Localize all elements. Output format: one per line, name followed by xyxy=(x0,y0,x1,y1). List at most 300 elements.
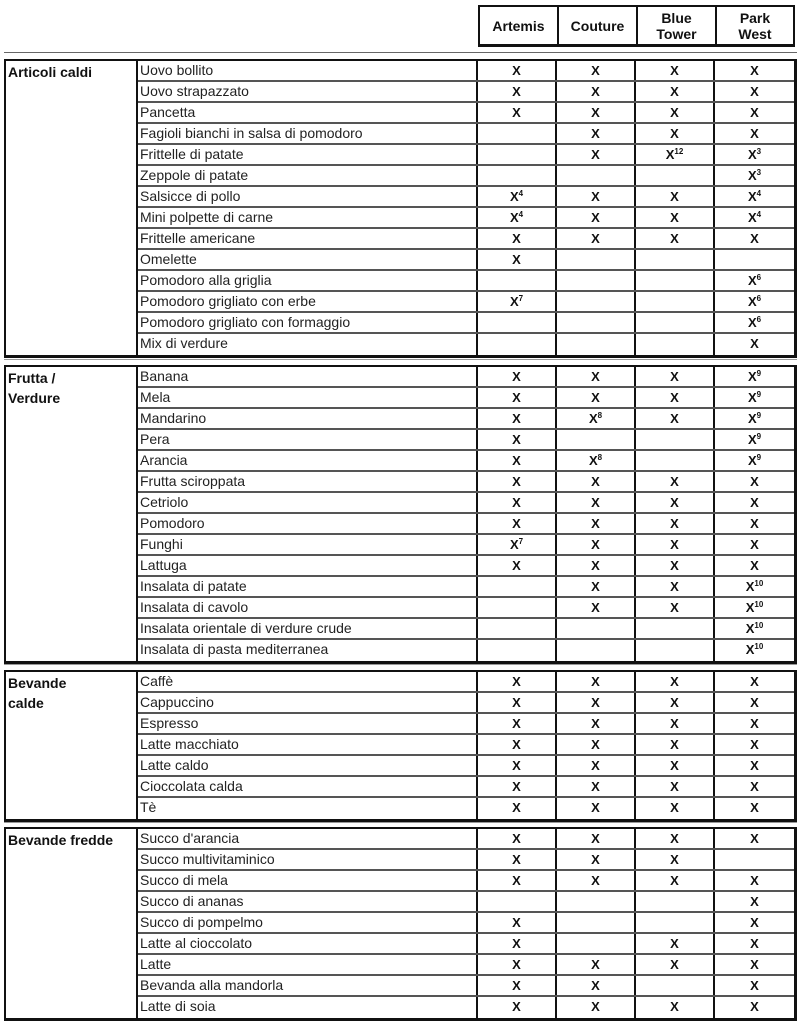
availability-mark: X xyxy=(670,390,679,405)
availability-cell-blue-tower xyxy=(636,598,715,617)
availability-mark: X xyxy=(670,695,679,710)
item-name: Frutta sciroppata xyxy=(138,472,478,491)
availability-cell-blue-tower xyxy=(636,714,715,733)
availability-cell-blue-tower xyxy=(636,103,715,122)
table-row xyxy=(138,208,794,229)
availability-mark: X xyxy=(747,147,757,162)
availability-cell-artemis xyxy=(478,976,557,995)
availability-mark: X xyxy=(750,873,759,888)
availability-cell-park-west xyxy=(715,367,794,386)
item-name: Insalata di cavolo xyxy=(138,598,478,617)
availability-mark: X xyxy=(670,105,679,120)
availability-mark: X xyxy=(745,579,755,594)
availability-mark: X xyxy=(591,716,600,731)
availability-mark: X xyxy=(512,411,521,426)
availability-mark: X xyxy=(670,189,679,204)
availability-cell-park-west xyxy=(715,166,794,185)
availability-mark: X xyxy=(750,231,759,246)
availability-mark: X xyxy=(750,800,759,815)
availability-cell-couture xyxy=(557,187,636,206)
table-row xyxy=(138,934,794,955)
availability-cell-blue-tower xyxy=(636,850,715,869)
availability-cell-park-west xyxy=(715,124,794,143)
item-name: Salsicce di pollo xyxy=(138,187,478,206)
availability-cell-park-west xyxy=(715,313,794,332)
availability-mark: X xyxy=(750,63,759,78)
availability-cell-artemis xyxy=(478,367,557,386)
table-row xyxy=(138,145,794,166)
availability-mark: X xyxy=(509,537,519,552)
availability-mark: X xyxy=(591,695,600,710)
availability-mark: X xyxy=(665,147,675,162)
availability-cell-park-west xyxy=(715,556,794,575)
availability-mark: X xyxy=(670,800,679,815)
availability-mark: X xyxy=(591,737,600,752)
availability-cell-couture xyxy=(557,672,636,691)
availability-cell-couture xyxy=(557,640,636,661)
availability-mark: X xyxy=(745,621,755,636)
availability-cell-artemis xyxy=(478,145,557,164)
availability-cell-park-west xyxy=(715,598,794,617)
availability-mark: X xyxy=(512,852,521,867)
availability-mark: X xyxy=(747,168,757,183)
availability-cell-park-west xyxy=(715,250,794,269)
availability-mark: X xyxy=(512,252,521,267)
availability-mark: X xyxy=(670,84,679,99)
table-row xyxy=(138,892,794,913)
availability-mark: X xyxy=(747,369,757,384)
availability-mark: X xyxy=(591,537,600,552)
availability-cell-park-west xyxy=(715,892,794,911)
availability-cell-park-west xyxy=(715,208,794,227)
availability-mark: X xyxy=(670,716,679,731)
availability-cell-artemis xyxy=(478,409,557,428)
availability-mark: X xyxy=(750,336,759,351)
availability-cell-park-west xyxy=(715,777,794,796)
availability-cell-artemis xyxy=(478,292,557,311)
availability-mark: X xyxy=(512,999,521,1014)
availability-mark: X xyxy=(670,600,679,615)
availability-cell-park-west xyxy=(715,829,794,848)
table-row xyxy=(138,777,794,798)
column-header-couture: Couture xyxy=(559,7,638,44)
availability-cell-blue-tower xyxy=(636,313,715,332)
availability-cell-blue-tower xyxy=(636,166,715,185)
table-row xyxy=(138,187,794,208)
availability-cell-artemis xyxy=(478,514,557,533)
availability-cell-artemis xyxy=(478,735,557,754)
availability-cell-blue-tower xyxy=(636,955,715,974)
availability-cell-artemis xyxy=(478,640,557,661)
availability-cell-artemis xyxy=(478,271,557,290)
item-name: Arancia xyxy=(138,451,478,470)
item-name: Zeppole di patate xyxy=(138,166,478,185)
item-rows xyxy=(138,829,794,1018)
item-name: Latte al cioccolato xyxy=(138,934,478,953)
availability-cell-couture xyxy=(557,451,636,470)
availability-mark: X xyxy=(591,474,600,489)
availability-cell-artemis xyxy=(478,798,557,819)
availability-cell-artemis xyxy=(478,997,557,1018)
availability-cell-blue-tower xyxy=(636,756,715,775)
table-row xyxy=(138,229,794,250)
availability-cell-park-west xyxy=(715,145,794,164)
item-name: Frittelle americane xyxy=(138,229,478,248)
availability-mark: X xyxy=(591,674,600,689)
availability-cell-couture xyxy=(557,61,636,80)
availability-mark: X xyxy=(747,189,757,204)
item-name: Mela xyxy=(138,388,478,407)
availability-mark: X xyxy=(512,390,521,405)
footnote-marker: 4 xyxy=(518,210,524,219)
availability-cell-blue-tower xyxy=(636,451,715,470)
item-name: Succo di ananas xyxy=(138,892,478,911)
availability-cell-blue-tower xyxy=(636,367,715,386)
availability-mark: X xyxy=(512,369,521,384)
table-row xyxy=(138,619,794,640)
column-header-park-west: Park West xyxy=(738,9,772,42)
availability-cell-blue-tower xyxy=(636,250,715,269)
category-label: Articoli caldi xyxy=(6,61,138,355)
availability-mark: X xyxy=(591,63,600,78)
availability-cell-park-west xyxy=(715,997,794,1018)
availability-cell-couture xyxy=(557,913,636,932)
availability-cell-artemis xyxy=(478,714,557,733)
availability-mark: X xyxy=(512,558,521,573)
table-row xyxy=(138,913,794,934)
item-name: Succo di pompelmo xyxy=(138,913,478,932)
availability-mark: X xyxy=(747,453,757,468)
availability-cell-park-west xyxy=(715,913,794,932)
availability-mark: X xyxy=(512,432,521,447)
availability-cell-park-west xyxy=(715,955,794,974)
availability-cell-blue-tower xyxy=(636,577,715,596)
availability-cell-park-west xyxy=(715,271,794,290)
availability-cell-couture xyxy=(557,472,636,491)
item-name: Pomodoro xyxy=(138,514,478,533)
availability-cell-artemis xyxy=(478,472,557,491)
availability-mark: X xyxy=(750,779,759,794)
item-name: Mandarino xyxy=(138,409,478,428)
availability-mark: X xyxy=(747,432,757,447)
table-row xyxy=(138,798,794,819)
availability-cell-couture xyxy=(557,976,636,995)
availability-mark: X xyxy=(750,495,759,510)
availability-cell-couture xyxy=(557,871,636,890)
availability-cell-park-west xyxy=(715,493,794,512)
footnote-marker: 4 xyxy=(756,189,762,198)
item-name: Insalata di patate xyxy=(138,577,478,596)
item-name: Insalata di pasta mediterranea xyxy=(138,640,478,661)
availability-cell-blue-tower xyxy=(636,976,715,995)
availability-cell-artemis xyxy=(478,388,557,407)
availability-mark: X xyxy=(509,189,519,204)
availability-cell-blue-tower xyxy=(636,82,715,101)
availability-cell-couture xyxy=(557,777,636,796)
table-row xyxy=(138,598,794,619)
item-name: Uovo strapazzato xyxy=(138,82,478,101)
section-bevande-fredde xyxy=(4,827,797,1021)
availability-cell-park-west xyxy=(715,229,794,248)
availability-cell-blue-tower xyxy=(636,409,715,428)
table-row xyxy=(138,693,794,714)
availability-cell-park-west xyxy=(715,735,794,754)
availability-cell-couture xyxy=(557,271,636,290)
table-row xyxy=(138,82,794,103)
table-row xyxy=(138,955,794,976)
availability-cell-blue-tower xyxy=(636,334,715,355)
availability-cell-park-west xyxy=(715,619,794,638)
availability-mark: X xyxy=(591,84,600,99)
availability-mark: X xyxy=(591,495,600,510)
footnote-marker: 10 xyxy=(754,642,764,651)
availability-cell-artemis xyxy=(478,693,557,712)
availability-mark: X xyxy=(750,695,759,710)
footnote-marker: 6 xyxy=(756,294,762,303)
availability-cell-couture xyxy=(557,714,636,733)
availability-cell-artemis xyxy=(478,913,557,932)
availability-mark: X xyxy=(750,716,759,731)
availability-cell-artemis xyxy=(478,672,557,691)
availability-mark: X xyxy=(512,474,521,489)
availability-cell-couture xyxy=(557,535,636,554)
footnote-marker: 9 xyxy=(756,453,762,462)
availability-mark: X xyxy=(512,978,521,993)
item-name: Succo d'arancia xyxy=(138,829,478,848)
availability-mark: X xyxy=(750,999,759,1014)
availability-cell-artemis xyxy=(478,777,557,796)
availability-cell-couture xyxy=(557,997,636,1018)
availability-cell-couture xyxy=(557,735,636,754)
item-rows xyxy=(138,672,794,819)
availability-cell-blue-tower xyxy=(636,693,715,712)
availability-cell-blue-tower xyxy=(636,798,715,819)
availability-mark: X xyxy=(512,231,521,246)
availability-cell-artemis xyxy=(478,61,557,80)
availability-cell-couture xyxy=(557,934,636,953)
availability-mark: X xyxy=(670,495,679,510)
availability-cell-couture xyxy=(557,514,636,533)
category-label: Bevande fredde xyxy=(6,829,138,1018)
availability-mark: X xyxy=(670,873,679,888)
availability-mark: X xyxy=(750,474,759,489)
availability-cell-couture xyxy=(557,430,636,449)
availability-mark: X xyxy=(670,957,679,972)
table-row xyxy=(138,271,794,292)
availability-mark: X xyxy=(509,210,519,225)
table-row xyxy=(138,535,794,556)
footnote-marker: 3 xyxy=(756,147,762,156)
availability-cell-artemis xyxy=(478,103,557,122)
availability-cell-artemis xyxy=(478,892,557,911)
item-name: Tè xyxy=(138,798,478,819)
availability-cell-blue-tower xyxy=(636,535,715,554)
availability-mark: X xyxy=(591,957,600,972)
availability-cell-park-west xyxy=(715,535,794,554)
availability-cell-blue-tower xyxy=(636,271,715,290)
availability-mark: X xyxy=(670,674,679,689)
availability-mark: X xyxy=(512,779,521,794)
availability-mark: X xyxy=(591,579,600,594)
availability-mark: X xyxy=(750,126,759,141)
footnote-marker: 9 xyxy=(756,411,762,420)
availability-mark: X xyxy=(512,915,521,930)
availability-mark: X xyxy=(512,495,521,510)
table-row xyxy=(138,672,794,693)
availability-cell-blue-tower xyxy=(636,388,715,407)
availability-cell-blue-tower xyxy=(636,292,715,311)
section-divider xyxy=(4,664,797,665)
availability-cell-park-west xyxy=(715,798,794,819)
item-name: Fagioli bianchi in salsa di pomodoro xyxy=(138,124,478,143)
availability-mark: X xyxy=(591,105,600,120)
table-row xyxy=(138,388,794,409)
availability-cell-blue-tower xyxy=(636,187,715,206)
table-row xyxy=(138,451,794,472)
table-row xyxy=(138,472,794,493)
footnote-marker: 9 xyxy=(756,369,762,378)
availability-mark: X xyxy=(591,558,600,573)
footnote-marker: 8 xyxy=(597,411,603,420)
footnote-marker: 6 xyxy=(756,315,762,324)
availability-mark: X xyxy=(745,642,755,657)
availability-cell-couture xyxy=(557,693,636,712)
item-name: Latte di soia xyxy=(138,997,478,1018)
availability-mark: X xyxy=(747,411,757,426)
availability-cell-artemis xyxy=(478,598,557,617)
availability-mark: X xyxy=(670,126,679,141)
availability-mark: X xyxy=(670,579,679,594)
table-row xyxy=(138,430,794,451)
item-name: Pancetta xyxy=(138,103,478,122)
footnote-marker: 8 xyxy=(597,453,603,462)
availability-mark: X xyxy=(670,779,679,794)
availability-mark: X xyxy=(750,737,759,752)
availability-cell-park-west xyxy=(715,756,794,775)
footnote-marker: 12 xyxy=(674,147,684,156)
availability-cell-park-west xyxy=(715,292,794,311)
footnote-marker: 7 xyxy=(518,294,524,303)
table-row xyxy=(138,577,794,598)
availability-cell-couture xyxy=(557,124,636,143)
availability-mark: X xyxy=(512,674,521,689)
availability-mark: X xyxy=(670,369,679,384)
item-name: Cetriolo xyxy=(138,493,478,512)
availability-mark: X xyxy=(591,779,600,794)
availability-cell-park-west xyxy=(715,672,794,691)
availability-mark: X xyxy=(670,411,679,426)
availability-cell-artemis xyxy=(478,556,557,575)
table-row xyxy=(138,334,794,355)
availability-cell-couture xyxy=(557,229,636,248)
availability-cell-artemis xyxy=(478,955,557,974)
availability-cell-park-west xyxy=(715,514,794,533)
category-label: Frutta / Verdure xyxy=(6,367,138,661)
availability-cell-artemis xyxy=(478,208,557,227)
header-divider xyxy=(4,52,797,53)
availability-mark: X xyxy=(591,390,600,405)
availability-cell-couture xyxy=(557,334,636,355)
availability-cell-blue-tower xyxy=(636,829,715,848)
item-name: Espresso xyxy=(138,714,478,733)
availability-cell-artemis xyxy=(478,187,557,206)
availability-cell-artemis xyxy=(478,250,557,269)
availability-cell-artemis xyxy=(478,577,557,596)
availability-cell-blue-tower xyxy=(636,892,715,911)
availability-cell-blue-tower xyxy=(636,61,715,80)
availability-cell-couture xyxy=(557,850,636,869)
availability-mark: X xyxy=(670,474,679,489)
availability-mark: X xyxy=(512,453,521,468)
availability-mark: X xyxy=(591,758,600,773)
item-name: Cioccolata calda xyxy=(138,777,478,796)
footnote-marker: 10 xyxy=(754,579,764,588)
availability-cell-park-west xyxy=(715,430,794,449)
table-row xyxy=(138,409,794,430)
availability-cell-couture xyxy=(557,493,636,512)
availability-mark: X xyxy=(509,294,519,309)
availability-mark: X xyxy=(591,126,600,141)
availability-cell-couture xyxy=(557,313,636,332)
availability-cell-blue-tower xyxy=(636,124,715,143)
availability-mark: X xyxy=(750,84,759,99)
availability-mark: X xyxy=(588,411,598,426)
availability-cell-park-west xyxy=(715,187,794,206)
table-row xyxy=(138,292,794,313)
item-name: Latte caldo xyxy=(138,756,478,775)
availability-mark: X xyxy=(747,294,757,309)
section-bevande-calde xyxy=(4,670,797,822)
item-name: Pera xyxy=(138,430,478,449)
footnote-marker: 7 xyxy=(518,537,524,546)
availability-cell-park-west xyxy=(715,976,794,995)
availability-mark: X xyxy=(750,915,759,930)
item-rows xyxy=(138,61,794,355)
availability-cell-blue-tower xyxy=(636,777,715,796)
availability-mark: X xyxy=(512,716,521,731)
availability-mark: X xyxy=(750,894,759,909)
category-label: Bevande calde xyxy=(6,672,138,819)
availability-mark: X xyxy=(591,189,600,204)
section-divider xyxy=(4,822,797,823)
table-row xyxy=(138,997,794,1018)
availability-mark: X xyxy=(512,516,521,531)
availability-cell-blue-tower xyxy=(636,913,715,932)
availability-cell-artemis xyxy=(478,451,557,470)
availability-cell-artemis xyxy=(478,850,557,869)
table-row xyxy=(138,714,794,735)
availability-cell-artemis xyxy=(478,829,557,848)
table-row xyxy=(138,61,794,82)
table-row xyxy=(138,829,794,850)
availability-cell-blue-tower xyxy=(636,871,715,890)
availability-cell-blue-tower xyxy=(636,145,715,164)
availability-cell-artemis xyxy=(478,82,557,101)
availability-cell-couture xyxy=(557,619,636,638)
availability-mark: X xyxy=(750,978,759,993)
availability-mark: X xyxy=(750,674,759,689)
table-row xyxy=(138,166,794,187)
availability-mark: X xyxy=(670,737,679,752)
availability-mark: X xyxy=(747,315,757,330)
availability-mark: X xyxy=(750,105,759,120)
availability-mark: X xyxy=(750,957,759,972)
availability-cell-artemis xyxy=(478,229,557,248)
availability-cell-couture xyxy=(557,82,636,101)
availability-cell-blue-tower xyxy=(636,735,715,754)
footnote-marker: 4 xyxy=(756,210,762,219)
item-name: Uovo bollito xyxy=(138,61,478,80)
